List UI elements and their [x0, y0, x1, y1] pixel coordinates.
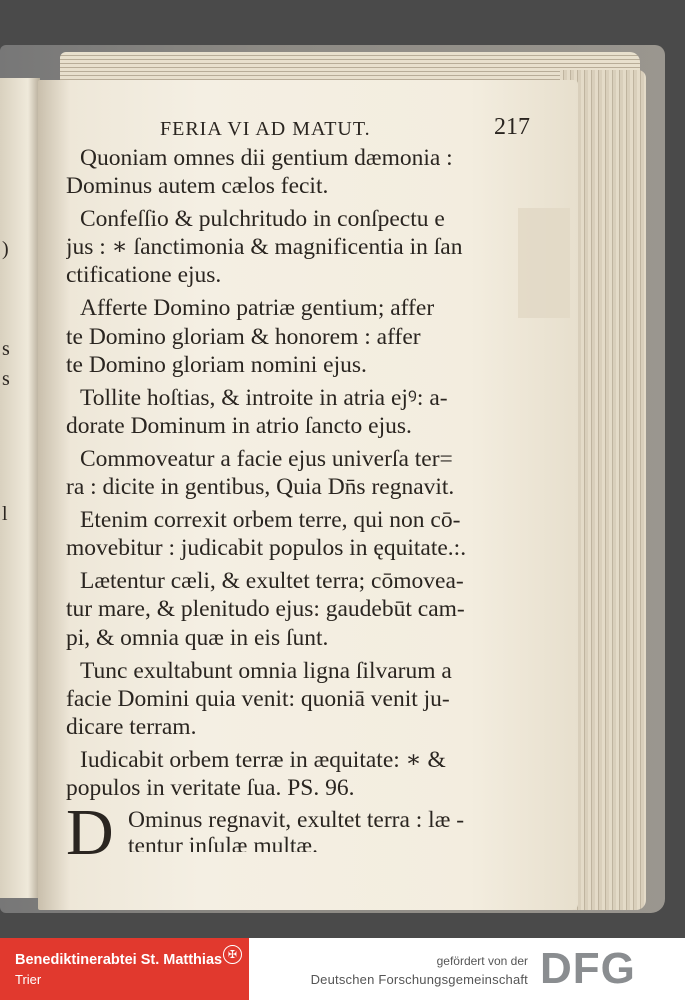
institution-box	[0, 938, 249, 1000]
funder-name: Deutschen Forschungsgemeinschaft	[310, 972, 528, 987]
left-page-mark: l	[2, 503, 8, 525]
text-line: Quoniam omnes dii gentium dæmonia :	[80, 145, 453, 171]
funded-by-label: gefördert von der	[436, 954, 528, 968]
left-page-mark: )	[2, 238, 9, 260]
text-line: Tunc exultabunt omnia ligna ſilvarum a	[80, 657, 452, 684]
left-page-mark: s	[2, 338, 10, 360]
page-number: 217	[494, 114, 530, 140]
text-line: te Domino gloriam & honorem : affer	[66, 323, 421, 350]
text-line: ra : dicite in gentibus, Quia Dn̄s regnavit.	[66, 474, 455, 501]
text-line: Lætentur cæli, & exultet terra; cōmovea-	[80, 568, 464, 595]
text-line: facie Domini quia venit: quoniā venit ju-	[66, 685, 450, 712]
drop-cap: D	[66, 796, 114, 870]
institution-logo-icon: ✠	[223, 945, 242, 964]
page-header	[160, 114, 530, 144]
text-line: Commoveatur a facie ejus univerſa ter=	[80, 445, 453, 472]
institution-name: Benediktinerabtei St. Matthias	[15, 952, 223, 968]
text-line: Tollite hoſtias, & introite in atria ejꝰ: a-	[80, 384, 448, 411]
left-page-sliver	[0, 78, 40, 898]
text-line: te Domino gloriam nomini ejus.	[66, 351, 367, 378]
text-line: tur mare, & plenitudo ejus: gaudebūt cam-	[66, 596, 465, 623]
text-line: movebitur : judicabit populos in ęquitate.:.	[66, 535, 467, 562]
text-line: Dominus autem cælos fecit.	[66, 173, 329, 200]
text-line: dorate Dominum in atrio ſancto ejus.	[66, 412, 412, 439]
text-line: Etenim correxit orbem terre, qui non cō-	[80, 507, 461, 534]
text-line: Afferte Domino patriæ gentium; affer	[80, 295, 435, 322]
text-line: Ominus regnavit, exultet terra : læ -	[128, 807, 465, 834]
page-text	[66, 144, 536, 870]
text-line: tentur inſulæ multæ.	[128, 833, 318, 853]
institution-city: Trier	[15, 972, 42, 987]
text-line: Confeſſio & pulchritudo in conſpectu e	[80, 206, 445, 233]
left-page-mark: s	[2, 368, 10, 390]
text-line: dicare terram.	[66, 713, 197, 740]
running-head: FERIA VI AD MATUT.	[160, 118, 371, 140]
text-line: pi, & omnia quæ in eis ſunt.	[66, 624, 329, 651]
footer-bar	[0, 938, 685, 1000]
text-line: Iudicabit orbem terræ in æquitate: ∗ &	[80, 746, 446, 773]
dfg-logo: DFG	[540, 944, 636, 993]
text-line: populos in veritate ſua. PS. 96.	[66, 774, 355, 801]
text-line: jus : ∗ ſanctimonia & magnificentia in ſan	[66, 234, 463, 261]
psalm-start	[66, 796, 536, 870]
text-line: ctificatione ejus.	[66, 262, 222, 289]
